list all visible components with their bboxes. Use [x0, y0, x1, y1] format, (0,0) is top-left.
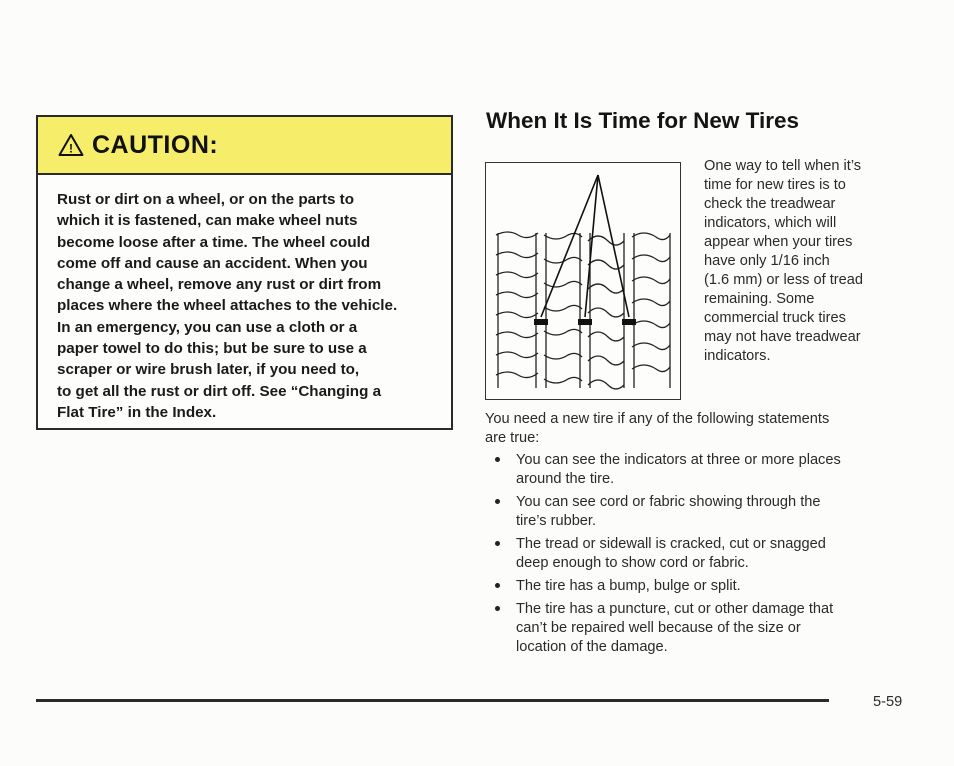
list-item: [490, 535, 910, 573]
caution-line: Rust or dirt on a wheel, or on the parts to: [57, 191, 355, 208]
side-line: appear when your tires: [704, 234, 853, 250]
tire-treadwear-indicator-illustration: [486, 163, 682, 401]
caution-line: paper towel to do this; but be sure to use a: [57, 340, 367, 358]
side-line: indicators, which will: [704, 215, 837, 231]
list-item-line: tire’s rubber.: [516, 513, 597, 529]
caution-line: which it is fastened, can make wheel nuts: [57, 212, 358, 230]
list-item-line: The tread or sidewall is cracked, cut or snagged: [516, 536, 826, 552]
side-line: indicators.: [704, 348, 771, 364]
side-line: commercial truck tires: [704, 310, 846, 326]
list-item-line: deep enough to show cord or fabric.: [516, 555, 749, 571]
footer-rule: [36, 699, 829, 702]
side-line: check the treadwear: [704, 196, 836, 212]
bullet-icon: [495, 583, 500, 588]
bullet-icon: [495, 499, 500, 504]
caution-title: CAUTION:: [92, 130, 219, 159]
section-title: When It Is Time for New Tires: [486, 108, 799, 133]
caution-line: scraper or wire brush later, if you need to,: [57, 361, 360, 379]
side-line: remaining. Some: [704, 291, 815, 307]
bullet-icon: [495, 457, 500, 462]
svg-text:!: !: [69, 141, 73, 156]
list-item-line: The tire has a bump, bulge or split.: [516, 578, 741, 594]
caution-line: In an emergency, you can use a cloth or a: [57, 318, 358, 336]
caution-body: [57, 189, 437, 423]
list-item-line: You can see the indicators at three or more places: [516, 452, 841, 468]
caution-line: places where the wheel attaches to the vehicle.: [57, 297, 398, 315]
intro-paragraph: [485, 410, 905, 448]
list-item-line: The tire has a puncture, cut or other damage that: [516, 601, 834, 617]
intro-line: are true:: [485, 430, 540, 446]
caution-line: to get all the rust or dirt off. See “Changing a: [57, 382, 382, 400]
side-paragraph: [704, 157, 914, 366]
caution-line: Flat Tire” in the Index.: [57, 403, 217, 421]
caution-header: [38, 117, 451, 175]
list-item-line: around the tire.: [516, 471, 615, 487]
list-item-line: You can see cord or fabric showing through the: [516, 494, 821, 510]
intro-line: You need a new tire if any of the following statements: [485, 411, 830, 427]
caution-line: change a wheel, remove any rust or dirt from: [57, 276, 382, 294]
side-line: may not have treadwear: [704, 329, 861, 345]
list-item-line: can’t be repaired well because of the size or: [516, 620, 801, 636]
list-item: [490, 577, 910, 596]
caution-box: [36, 115, 453, 430]
warning-triangle-icon: [58, 133, 84, 157]
caution-line: become loose after a time. The wheel could: [57, 233, 371, 251]
caution-line: come off and cause an accident. When you: [57, 254, 368, 272]
side-line: One way to tell when it’s: [704, 158, 862, 174]
list-item: [490, 600, 910, 657]
list-item: [490, 493, 910, 531]
page-number: 5-59: [873, 694, 903, 710]
list-item-line: location of the damage.: [516, 639, 668, 655]
side-line: time for new tires is to: [704, 177, 846, 193]
tire-treadwear-figure: [485, 162, 681, 400]
bullet-icon: [495, 541, 500, 546]
side-line: have only 1/16 inch: [704, 253, 830, 269]
side-line: (1.6 mm) or less of tread: [704, 272, 863, 288]
bullet-list: [490, 451, 910, 661]
bullet-icon: [495, 606, 500, 611]
list-item: [490, 451, 910, 489]
